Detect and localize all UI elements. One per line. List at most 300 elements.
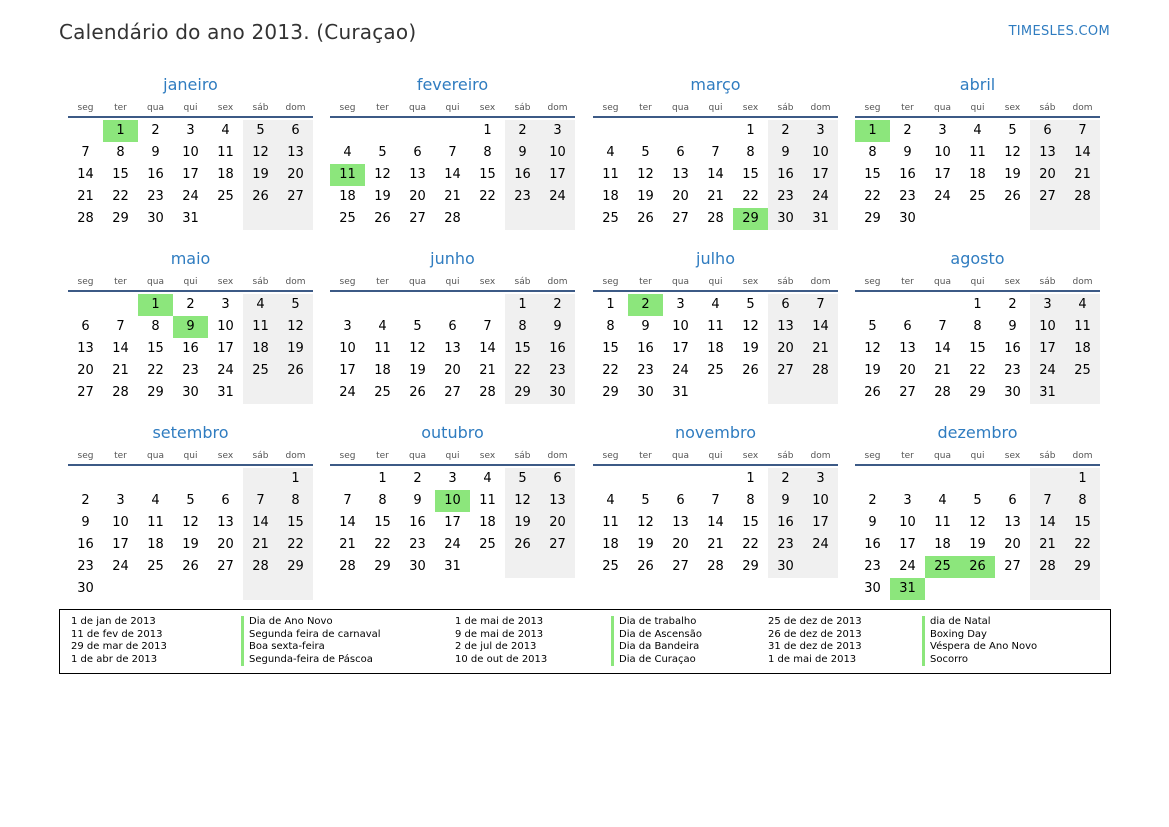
day-cell: 8 [868,145,877,160]
day-cell: 30 [540,382,575,404]
weekday-label: qui [183,277,198,287]
day-cell: 3 [221,297,230,312]
empty-cell [593,468,628,490]
weekday-label: qui [445,277,460,287]
day-cell: 16 [540,338,575,360]
weekday-label: ter [114,103,127,113]
day-cell: 5 [1008,123,1017,138]
legend-names-col-2 [611,616,702,666]
day-cell: 28 [243,556,278,578]
weekday-label: sex [217,277,234,287]
empty-cell [733,382,768,404]
day-cell: 11 [602,515,619,530]
day-cell: 17 [1030,338,1065,360]
day-cell: 26 [182,559,199,574]
day-cell: 3 [938,123,947,138]
day-cell: 25 [147,559,164,574]
day-cell: 21 [77,189,94,204]
month-name: maio [170,249,211,268]
day-cell: 7 [343,493,352,508]
day-cell: 20 [672,189,689,204]
day-cell: 18 [602,189,619,204]
day-cell: 11 [217,145,234,160]
month-junho [330,246,575,404]
weekday-label: qui [183,451,198,461]
empty-cell [243,468,278,490]
weekday-label: sáb [252,451,269,461]
day-cell: 5 [641,145,650,160]
legend-holiday-name: Socorro [922,654,1037,667]
day-cell: 27 [409,211,426,226]
day-cell: 11 [707,319,724,334]
legend-holiday-name: Boa sexta-feira [241,641,381,654]
legend-holiday-name: Véspera de Ano Novo [922,641,1037,654]
weekday-header [855,98,1100,118]
day-cell: 31 [444,559,461,574]
empty-cell [103,468,138,490]
day-cell: 13 [77,341,94,356]
day-cell: 20 [540,512,575,534]
day-cell: 21 [1030,534,1065,556]
day-cell: 26 [637,559,654,574]
weekday-header [68,446,313,466]
weekday-header [593,272,838,292]
day-cell: 5 [973,493,982,508]
empty-cell [138,578,173,600]
month-name: julho [696,249,735,268]
empty-cell [68,120,103,142]
empty-cell [1030,578,1065,600]
day-cell: 2 [413,471,422,486]
weekday-label: dom [547,103,568,113]
day-grid [593,292,838,404]
day-cell: 7 [1030,490,1065,512]
day-cell: 26 [637,211,654,226]
day-cell: 29 [147,385,164,400]
weekday-label: sáb [777,451,794,461]
month-março [593,72,838,230]
day-cell: 4 [711,297,720,312]
weekday-label: qua [409,277,426,287]
day-cell: 6 [540,468,575,490]
holiday-day-cell: 1 [103,120,138,142]
day-cell: 6 [278,120,313,142]
day-cell: 2 [868,493,877,508]
day-cell: 5 [868,319,877,334]
page-title: Calendário do ano 2013. (Curaçao) [59,20,417,44]
weekday-label: ter [114,277,127,287]
day-cell: 14 [934,341,951,356]
weekday-label: sáb [1039,451,1056,461]
weekday-label: qua [147,103,164,113]
weekday-label: seg [602,451,619,461]
day-cell: 14 [112,341,129,356]
weekday-label: sex [479,451,496,461]
day-cell: 7 [81,145,90,160]
day-cell: 9 [641,319,650,334]
day-cell: 17 [934,167,951,182]
empty-cell [890,468,925,490]
day-cell: 21 [479,363,496,378]
day-cell: 8 [973,319,982,334]
day-cell: 11 [374,341,391,356]
day-cell: 31 [803,208,838,230]
day-cell: 18 [339,189,356,204]
empty-cell [400,294,435,316]
day-cell: 21 [243,534,278,556]
month-name: março [690,75,741,94]
month-name: agosto [950,249,1005,268]
day-cell: 8 [746,493,755,508]
weekday-label: ter [376,277,389,287]
day-cell: 19 [374,189,391,204]
day-cell: 15 [112,167,129,182]
weekday-label: dom [810,277,831,287]
weekday-header [68,98,313,118]
day-cell: 6 [676,493,685,508]
day-cell: 19 [637,537,654,552]
day-cell: 11 [147,515,164,530]
empty-cell [103,294,138,316]
day-cell: 13 [899,341,916,356]
legend-date: 26 de dez de 2013 [768,628,862,640]
legend-dates-col-1 [71,616,167,666]
day-cell: 23 [409,537,426,552]
day-grid [593,118,838,230]
empty-cell [505,556,540,578]
empty-cell [698,120,733,142]
day-cell: 19 [1004,167,1021,182]
day-cell: 15 [278,512,313,534]
weekday-label: seg [864,451,881,461]
brand-link[interactable]: TIMESLES.COM [1008,24,1110,39]
legend-names-col-3 [922,616,1037,666]
day-cell: 27 [278,186,313,208]
day-cell: 29 [969,385,986,400]
day-cell: 9 [768,142,803,164]
weekday-label: sex [742,277,759,287]
legend-date: 31 de dez de 2013 [768,641,862,653]
holiday-day-cell: 10 [435,490,470,512]
empty-cell [855,468,890,490]
day-cell: 20 [1030,164,1065,186]
day-cell: 23 [768,186,803,208]
empty-cell [243,382,278,404]
day-cell: 26 [374,211,391,226]
month-dezembro [855,420,1100,600]
day-cell: 4 [938,493,947,508]
day-cell: 22 [1065,534,1100,556]
day-cell: 21 [444,189,461,204]
day-cell: 14 [1030,512,1065,534]
day-grid [855,292,1100,404]
day-cell: 24 [803,534,838,556]
day-cell: 22 [479,189,496,204]
day-cell: 30 [864,581,881,596]
legend-date: 2 de jul de 2013 [455,641,537,653]
weekday-label: ter [639,103,652,113]
day-grid [855,118,1100,230]
day-cell: 1 [505,294,540,316]
day-cell: 27 [1004,559,1021,574]
day-cell: 30 [147,211,164,226]
weekday-label: dom [285,451,306,461]
weekday-label: sex [1004,277,1021,287]
day-cell: 4 [243,294,278,316]
holiday-day-cell: 29 [733,208,768,230]
empty-cell [540,208,575,230]
empty-cell [855,294,890,316]
day-cell: 3 [676,297,685,312]
holiday-day-cell: 11 [330,164,365,186]
holiday-day-cell: 9 [173,316,208,338]
day-cell: 26 [243,186,278,208]
day-cell: 13 [1030,142,1065,164]
day-cell: 16 [505,164,540,186]
weekday-label: ter [901,451,914,461]
day-cell: 21 [934,363,951,378]
day-cell: 2 [768,468,803,490]
day-cell: 13 [1004,515,1021,530]
day-cell: 1 [378,471,387,486]
weekday-label: sex [479,103,496,113]
day-grid [330,292,575,404]
day-grid [330,118,575,230]
day-cell: 19 [742,341,759,356]
day-cell: 22 [505,360,540,382]
weekday-header [593,446,838,466]
weekday-label: seg [339,277,356,287]
day-cell: 28 [77,211,94,226]
day-cell: 27 [899,385,916,400]
day-cell: 4 [378,319,387,334]
day-cell: 18 [969,167,986,182]
day-cell: 19 [243,164,278,186]
day-cell: 21 [1065,164,1100,186]
month-name: novembro [675,423,756,442]
day-cell: 7 [711,493,720,508]
empty-cell [628,120,663,142]
day-cell: 7 [116,319,125,334]
weekday-label: sex [742,103,759,113]
weekday-label: qui [970,103,985,113]
day-cell: 16 [768,164,803,186]
day-cell: 9 [768,490,803,512]
weekday-label: seg [602,277,619,287]
day-cell: 12 [1004,145,1021,160]
day-cell: 24 [672,363,689,378]
day-cell: 10 [934,145,951,160]
day-cell: 24 [1030,360,1065,382]
day-cell: 21 [707,537,724,552]
day-cell: 22 [742,189,759,204]
day-cell: 2 [903,123,912,138]
weekday-header [68,272,313,292]
legend-holiday-name: Dia de Ascensão [611,629,702,642]
weekday-label: qua [409,103,426,113]
day-cell: 22 [374,537,391,552]
weekday-label: dom [1072,277,1093,287]
day-cell: 1 [483,123,492,138]
day-cell: 24 [444,537,461,552]
empty-cell [68,294,103,316]
holiday-day-cell: 1 [138,294,173,316]
day-cell: 27 [1030,186,1065,208]
empty-cell [470,556,505,578]
day-cell: 5 [243,120,278,142]
day-cell: 19 [505,512,540,534]
day-cell: 4 [606,493,615,508]
day-cell: 14 [1065,142,1100,164]
day-cell: 12 [864,341,881,356]
weekday-label: dom [547,277,568,287]
day-cell: 7 [711,145,720,160]
month-name: janeiro [163,75,218,94]
day-cell: 28 [112,385,129,400]
day-cell: 9 [151,145,160,160]
day-cell: 17 [182,167,199,182]
weekday-label: seg [339,103,356,113]
day-cell: 27 [672,211,689,226]
day-cell: 1 [606,297,615,312]
legend-date: 1 de jan de 2013 [71,616,156,627]
empty-cell [1065,578,1100,600]
day-cell: 20 [1004,537,1021,552]
day-cell: 24 [182,189,199,204]
empty-cell [330,294,365,316]
day-cell: 6 [903,319,912,334]
day-cell: 7 [938,319,947,334]
day-cell: 16 [768,512,803,534]
day-cell: 18 [374,363,391,378]
day-cell: 14 [803,316,838,338]
empty-cell [365,120,400,142]
day-cell: 26 [864,385,881,400]
day-cell: 23 [182,363,199,378]
weekday-label: ter [376,451,389,461]
day-cell: 17 [217,341,234,356]
weekday-label: dom [810,451,831,461]
day-cell: 18 [217,167,234,182]
day-cell: 29 [602,385,619,400]
day-cell: 30 [409,559,426,574]
day-cell: 3 [540,120,575,142]
empty-cell [208,468,243,490]
day-cell: 17 [540,164,575,186]
empty-cell [470,294,505,316]
day-cell: 7 [1065,120,1100,142]
day-cell: 21 [339,537,356,552]
day-grid [330,466,575,578]
empty-cell [278,208,313,230]
day-cell: 10 [182,145,199,160]
weekday-header [855,272,1100,292]
day-cell: 30 [182,385,199,400]
weekday-label: qua [147,277,164,287]
day-cell: 5 [186,493,195,508]
legend-names-col-1 [241,616,381,666]
day-cell: 15 [147,341,164,356]
weekday-label: seg [77,277,94,287]
month-novembro [593,420,838,578]
day-cell: 4 [606,145,615,160]
day-cell: 1 [278,468,313,490]
day-cell: 24 [899,559,916,574]
day-cell: 15 [742,515,759,530]
empty-cell [173,468,208,490]
day-cell: 23 [147,189,164,204]
empty-cell [470,208,505,230]
day-cell: 26 [278,360,313,382]
weekday-label: seg [339,451,356,461]
day-cell: 30 [768,208,803,230]
weekday-label: qui [445,451,460,461]
day-cell: 15 [505,338,540,360]
day-cell: 18 [934,537,951,552]
day-cell: 6 [768,294,803,316]
day-cell: 8 [505,316,540,338]
empty-cell [628,468,663,490]
weekday-label: qui [445,103,460,113]
weekday-label: qua [409,451,426,461]
day-cell: 15 [374,515,391,530]
day-cell: 14 [77,167,94,182]
day-cell: 17 [112,537,129,552]
weekday-label: sex [217,451,234,461]
day-cell: 22 [147,363,164,378]
weekday-label: sex [479,277,496,287]
day-cell: 15 [1065,512,1100,534]
day-cell: 9 [413,493,422,508]
day-cell: 16 [637,341,654,356]
empty-cell [698,382,733,404]
day-cell: 21 [803,338,838,360]
day-cell: 27 [768,360,803,382]
day-cell: 21 [707,189,724,204]
day-cell: 9 [505,142,540,164]
day-cell: 6 [221,493,230,508]
weekday-label: sex [217,103,234,113]
day-cell: 13 [409,167,426,182]
weekday-label: qua [672,277,689,287]
day-cell: 1 [746,123,755,138]
month-agosto [855,246,1100,404]
weekday-label: ter [376,103,389,113]
day-cell: 29 [374,559,391,574]
empty-cell [540,556,575,578]
weekday-label: dom [1072,103,1093,113]
holiday-day-cell: 25 [925,556,960,578]
weekday-label: qui [708,451,723,461]
legend-date: 1 de abr de 2013 [71,653,158,665]
day-cell: 15 [864,167,881,182]
weekday-label: sáb [777,277,794,287]
day-cell: 18 [707,341,724,356]
day-cell: 8 [1065,490,1100,512]
empty-cell [68,468,103,490]
day-cell: 10 [899,515,916,530]
month-name: outubro [421,423,484,442]
day-grid [68,466,313,600]
day-cell: 12 [374,167,391,182]
day-cell: 19 [278,338,313,360]
day-cell: 2 [151,123,160,138]
day-cell: 18 [243,338,278,360]
day-cell: 28 [339,559,356,574]
day-cell: 29 [864,211,881,226]
legend-date: 29 de mar de 2013 [71,641,167,653]
day-cell: 26 [409,385,426,400]
